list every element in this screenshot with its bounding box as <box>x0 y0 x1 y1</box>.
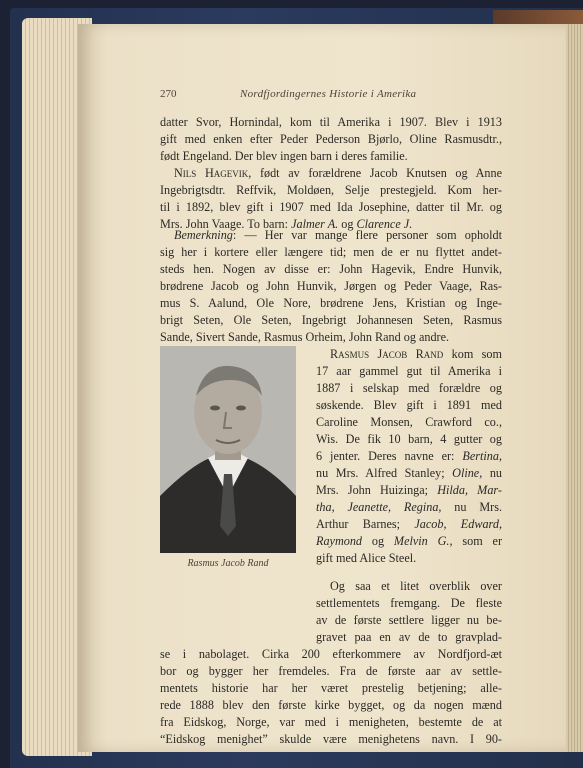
text-line: Raymond og Melvin G., som er <box>316 534 503 548</box>
text-line: datter Svor, Hornindal, kom til Amerika i 1907. Blev i 1913 <box>160 115 502 129</box>
text-line: mentets historie har her været prestelig betjening; alle- <box>160 681 502 695</box>
text-line: nu Mrs. Alfred Stanley; Oline, nu <box>316 466 502 480</box>
page-edges-right <box>566 24 583 752</box>
text-line: Rasmus Jacob Rand kom som <box>330 347 502 361</box>
text-line: gift med enken efter Peder Pederson Bjørlo, Oline Rasmusdtr., <box>160 132 502 146</box>
text-line: Mrs. John Vaage. To barn: Jalmer A. og Clarence J. <box>160 217 413 231</box>
portrait-image <box>160 346 296 553</box>
photo-caption: Rasmus Jacob Rand <box>187 558 269 569</box>
text-line: gift med Alice Steel. <box>316 551 417 565</box>
text-line: Caroline Monsen, Crawford co., <box>316 415 502 429</box>
text-line: til i 1892, blev gift i 1907 med Ida Josephine, datter til Mr. og <box>160 200 502 214</box>
text-line: Ingebrigtsdtr. Reffvik, Moldøen, Selje prestegjeld. Kom her- <box>160 183 502 197</box>
text-line: 17 aar gammel gut til Amerika i <box>316 364 502 378</box>
text-line: mus S. Aalund, Ole Nore, brødrene Jens, Kristian og Inge- <box>160 296 502 310</box>
text-line: sig her i kortere eller længere tid; men de er nu flyttet andet- <box>160 245 502 259</box>
text-line: Arthur Barnes; Jacob, Edward, <box>316 517 502 531</box>
text-line: Wis. De fik 10 barn, 4 gutter og <box>316 432 502 446</box>
remark-label: Bemerkning <box>174 228 233 242</box>
text-line: brigt Seten, Ole Seten, Ingebrigt Johannesen Seten, Rasmus <box>160 313 502 327</box>
text-line: bor og bygger her fremdeles. Fra de første aar av settle- <box>160 664 502 678</box>
page-header <box>160 88 502 102</box>
text-line: 1887 i selskap med forældre og <box>316 381 502 395</box>
text-line: Og saa et litet overblik over <box>330 579 502 593</box>
text-line: “Eidskog menighet” skulde være menighetens navn. I 90- <box>160 732 502 746</box>
text-line: se i nabolaget. Cirka 200 efterkommere av Nordfjord-æt <box>160 647 502 661</box>
text-line: Mrs. John Huizinga; Hilda, Mar- <box>316 483 502 497</box>
text-line: steds hen. Nogen av disse er: John Hagevik, Endre Hunvik, <box>160 262 502 276</box>
text-line: Bemerkning: — Her var mange flere personer som opholdt <box>174 228 502 242</box>
text-line: brødrene Jacob og John Hunvik, Jørgen og Peder Vaage, Ras- <box>160 279 502 293</box>
portrait-photo <box>160 346 296 553</box>
text-line: rede 1888 blev den første kirke bygget, og da nogen mænd <box>160 698 502 712</box>
text-line: tha, Jeanette, Regina, nu Mrs. <box>316 500 502 514</box>
text-line: settlementets fremgang. De fleste <box>316 596 502 610</box>
running-title: Nordfjordingernes Historie i Amerika <box>240 88 417 100</box>
text-line: 6 jenter. Deres navne er: Bertina, <box>316 449 502 463</box>
page-number: 270 <box>160 88 177 100</box>
person-name: Nils Hagevik <box>174 166 249 180</box>
person-name: Rasmus Jacob Rand <box>330 347 444 361</box>
text-line: av de første settlere ligger nu be- <box>316 613 502 627</box>
text-line: søskende. Blev gift i 1891 med <box>316 398 502 412</box>
text-line: gravet paa en av de to gravplad- <box>316 630 502 644</box>
text-line: født Engeland. Der blev ingen barn i deres familie. <box>160 149 408 163</box>
text-line: fra Eidskog, Norge, var med i menigheten, bestemte de at <box>160 715 502 729</box>
text-line: Sande, Sivert Sande, Rasmus Orheim, John Rand og andre. <box>160 330 450 344</box>
text-line: Nils Hagevik, født av forældrene Jacob Knutsen og Anne <box>174 166 502 180</box>
